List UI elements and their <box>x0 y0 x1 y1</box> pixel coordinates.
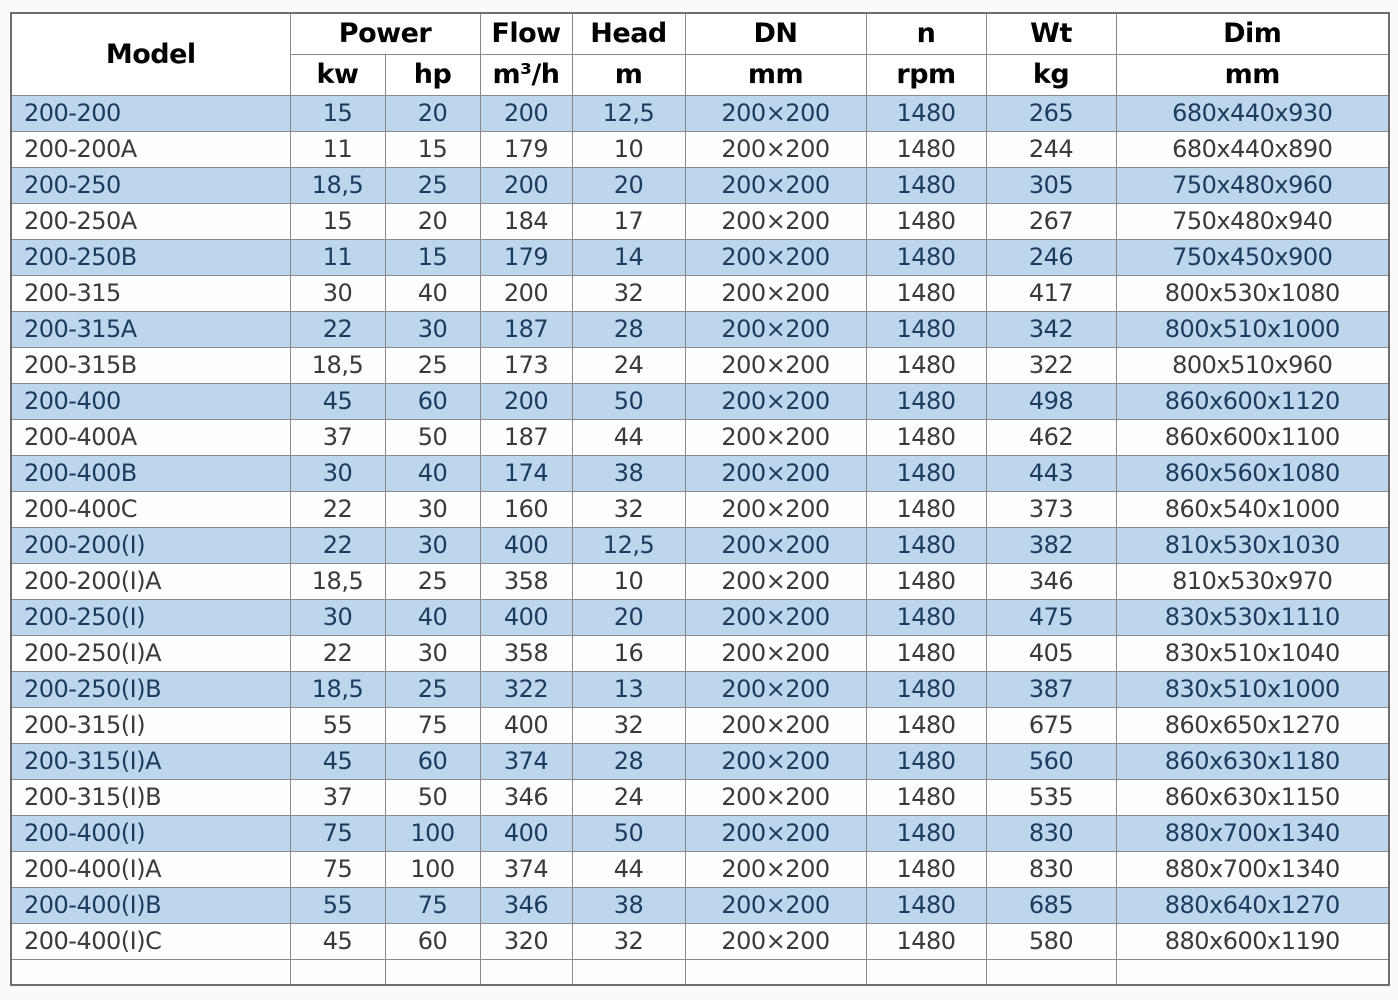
cell-power-hp: 75 <box>385 887 480 923</box>
cell-head: 38 <box>572 887 685 923</box>
cell-power-hp: 60 <box>385 923 480 959</box>
cell-wt: 830 <box>986 851 1116 887</box>
table-row <box>11 275 1389 311</box>
cell-head: 44 <box>572 851 685 887</box>
cell-flow: 200 <box>480 383 572 419</box>
cell-model: 200-315 <box>11 275 290 311</box>
cell-head: 17 <box>572 203 685 239</box>
cell-model: 200-315A <box>11 311 290 347</box>
unit-dim: mm <box>1116 54 1389 95</box>
cell-flow: 400 <box>480 815 572 851</box>
table-row <box>11 383 1389 419</box>
cell-flow: 174 <box>480 455 572 491</box>
cell-power-kw: 18,5 <box>290 563 385 599</box>
cell-flow: 322 <box>480 671 572 707</box>
cell-power-hp: 25 <box>385 563 480 599</box>
cell-wt: 462 <box>986 419 1116 455</box>
table-row <box>11 347 1389 383</box>
cell-wt: 382 <box>986 527 1116 563</box>
cell-flow: 358 <box>480 635 572 671</box>
cell-flow: 320 <box>480 923 572 959</box>
table-row <box>11 527 1389 563</box>
cell-power-kw: 55 <box>290 707 385 743</box>
cell-model: 200-250B <box>11 239 290 275</box>
cell-dim: 860x540x1000 <box>1116 491 1389 527</box>
cell-flow: 200 <box>480 167 572 203</box>
cell-power-kw: 18,5 <box>290 167 385 203</box>
cell-dim: 880x700x1340 <box>1116 851 1389 887</box>
cell-model: 200-315(I) <box>11 707 290 743</box>
cell-model: 200-400(I)C <box>11 923 290 959</box>
table-row <box>11 491 1389 527</box>
pump-spec-table-container <box>10 12 1388 986</box>
cell-power-kw: 30 <box>290 599 385 635</box>
cell-head: 32 <box>572 923 685 959</box>
cell-flow: 346 <box>480 887 572 923</box>
cell-model: 200-400C <box>11 491 290 527</box>
unit-hp: hp <box>385 54 480 95</box>
cell-power-hp: 40 <box>385 599 480 635</box>
cell-n: 1480 <box>866 491 986 527</box>
cell-dn: 200×200 <box>685 131 866 167</box>
cell-n: 1480 <box>866 419 986 455</box>
cell-dim: 750x480x960 <box>1116 167 1389 203</box>
cell-wt: 246 <box>986 239 1116 275</box>
header-flow: Flow <box>480 13 572 54</box>
cell-power-kw: 22 <box>290 527 385 563</box>
cell-power-hp: 100 <box>385 815 480 851</box>
cell-n: 1480 <box>866 923 986 959</box>
cell-model: 200-315(I)B <box>11 779 290 815</box>
cell-model: 200-200(I)A <box>11 563 290 599</box>
cell-power-hp: 100 <box>385 851 480 887</box>
cell-dn: 200×200 <box>685 707 866 743</box>
cell-head: 24 <box>572 779 685 815</box>
cell-flow: 160 <box>480 491 572 527</box>
cell-model: 200-400(I)B <box>11 887 290 923</box>
cell-dn: 200×200 <box>685 455 866 491</box>
cell-dim: 830x510x1000 <box>1116 671 1389 707</box>
cell-model: 200-200A <box>11 131 290 167</box>
cell-power-kw: 45 <box>290 383 385 419</box>
cell-power-hp: 30 <box>385 635 480 671</box>
cell-wt: 675 <box>986 707 1116 743</box>
header-model: Model <box>11 13 290 95</box>
cell-power-hp: 15 <box>385 131 480 167</box>
cell-power-hp: 60 <box>385 383 480 419</box>
cell-head: 28 <box>572 743 685 779</box>
cell-dn: 200×200 <box>685 635 866 671</box>
cell-flow: 187 <box>480 311 572 347</box>
unit-n: rpm <box>866 54 986 95</box>
table-row <box>11 671 1389 707</box>
cell-model: 200-200(I) <box>11 527 290 563</box>
table-row-partial <box>11 959 1389 985</box>
cell-flow: 346 <box>480 779 572 815</box>
cell-head: 44 <box>572 419 685 455</box>
cell-dim: 860x630x1180 <box>1116 743 1389 779</box>
cell-power-hp: 30 <box>385 311 480 347</box>
cell-n: 1480 <box>866 131 986 167</box>
cell-head: 12,5 <box>572 95 685 131</box>
cell-power-kw: 37 <box>290 419 385 455</box>
cell-head: 32 <box>572 707 685 743</box>
cell-dn: 200×200 <box>685 851 866 887</box>
cell-wt: 265 <box>986 95 1116 131</box>
cell-power-kw: 18,5 <box>290 347 385 383</box>
cell-dim: 860x650x1270 <box>1116 707 1389 743</box>
cell-model: 200-400B <box>11 455 290 491</box>
header-head: Head <box>572 13 685 54</box>
cell-n: 1480 <box>866 455 986 491</box>
pump-spec-table <box>10 12 1390 986</box>
cell-flow: 200 <box>480 275 572 311</box>
header-power: Power <box>290 13 480 54</box>
cell-wt: 346 <box>986 563 1116 599</box>
cell-dim: 860x560x1080 <box>1116 455 1389 491</box>
cell-n: 1480 <box>866 527 986 563</box>
cell-dim: 880x600x1190 <box>1116 923 1389 959</box>
cell-empty <box>866 959 986 985</box>
cell-dn: 200×200 <box>685 95 866 131</box>
cell-wt: 417 <box>986 275 1116 311</box>
cell-head: 38 <box>572 455 685 491</box>
cell-dim: 860x600x1100 <box>1116 419 1389 455</box>
table-row <box>11 815 1389 851</box>
cell-wt: 342 <box>986 311 1116 347</box>
cell-n: 1480 <box>866 563 986 599</box>
cell-dn: 200×200 <box>685 887 866 923</box>
cell-dim: 880x700x1340 <box>1116 815 1389 851</box>
cell-dn: 200×200 <box>685 383 866 419</box>
cell-wt: 405 <box>986 635 1116 671</box>
cell-n: 1480 <box>866 383 986 419</box>
cell-wt: 535 <box>986 779 1116 815</box>
unit-head: m <box>572 54 685 95</box>
cell-dim: 880x640x1270 <box>1116 887 1389 923</box>
cell-power-kw: 22 <box>290 491 385 527</box>
cell-dim: 830x530x1110 <box>1116 599 1389 635</box>
cell-model: 200-400 <box>11 383 290 419</box>
cell-wt: 373 <box>986 491 1116 527</box>
cell-head: 10 <box>572 563 685 599</box>
table-row <box>11 599 1389 635</box>
cell-flow: 400 <box>480 527 572 563</box>
cell-power-kw: 11 <box>290 131 385 167</box>
cell-model: 200-315(I)A <box>11 743 290 779</box>
cell-dim: 800x510x1000 <box>1116 311 1389 347</box>
cell-flow: 173 <box>480 347 572 383</box>
cell-head: 12,5 <box>572 527 685 563</box>
cell-empty <box>290 959 385 985</box>
cell-dim: 810x530x1030 <box>1116 527 1389 563</box>
cell-wt: 498 <box>986 383 1116 419</box>
cell-power-hp: 20 <box>385 95 480 131</box>
unit-flow: m³/h <box>480 54 572 95</box>
cell-wt: 475 <box>986 599 1116 635</box>
cell-flow: 184 <box>480 203 572 239</box>
table-row <box>11 635 1389 671</box>
cell-dn: 200×200 <box>685 419 866 455</box>
cell-dim: 860x630x1150 <box>1116 779 1389 815</box>
header-row-names <box>11 13 1389 54</box>
cell-power-kw: 75 <box>290 851 385 887</box>
cell-dim: 800x510x960 <box>1116 347 1389 383</box>
cell-power-hp: 15 <box>385 239 480 275</box>
cell-flow: 200 <box>480 95 572 131</box>
cell-head: 50 <box>572 383 685 419</box>
cell-dim: 860x600x1120 <box>1116 383 1389 419</box>
cell-power-kw: 30 <box>290 455 385 491</box>
cell-power-kw: 45 <box>290 923 385 959</box>
cell-head: 32 <box>572 275 685 311</box>
cell-power-kw: 22 <box>290 635 385 671</box>
table-row <box>11 311 1389 347</box>
cell-dn: 200×200 <box>685 815 866 851</box>
cell-dn: 200×200 <box>685 671 866 707</box>
table-row <box>11 563 1389 599</box>
table-row <box>11 239 1389 275</box>
cell-wt: 305 <box>986 167 1116 203</box>
cell-wt: 387 <box>986 671 1116 707</box>
cell-power-hp: 25 <box>385 167 480 203</box>
cell-power-hp: 40 <box>385 275 480 311</box>
cell-power-hp: 50 <box>385 419 480 455</box>
cell-power-kw: 55 <box>290 887 385 923</box>
cell-n: 1480 <box>866 167 986 203</box>
cell-head: 16 <box>572 635 685 671</box>
cell-model: 200-400A <box>11 419 290 455</box>
unit-wt: kg <box>986 54 1116 95</box>
cell-flow: 187 <box>480 419 572 455</box>
cell-dn: 200×200 <box>685 527 866 563</box>
cell-n: 1480 <box>866 779 986 815</box>
cell-model: 200-250(I) <box>11 599 290 635</box>
cell-empty <box>1116 959 1389 985</box>
cell-wt: 244 <box>986 131 1116 167</box>
cell-n: 1480 <box>866 707 986 743</box>
table-row <box>11 131 1389 167</box>
cell-dim: 750x450x900 <box>1116 239 1389 275</box>
cell-dim: 810x530x970 <box>1116 563 1389 599</box>
table-row <box>11 167 1389 203</box>
cell-power-hp: 30 <box>385 491 480 527</box>
cell-n: 1480 <box>866 347 986 383</box>
cell-dn: 200×200 <box>685 347 866 383</box>
cell-model: 200-200 <box>11 95 290 131</box>
cell-model: 200-250A <box>11 203 290 239</box>
cell-dn: 200×200 <box>685 923 866 959</box>
cell-empty <box>11 959 290 985</box>
table-row <box>11 887 1389 923</box>
cell-n: 1480 <box>866 203 986 239</box>
cell-empty <box>685 959 866 985</box>
cell-power-hp: 60 <box>385 743 480 779</box>
table-row <box>11 707 1389 743</box>
cell-wt: 580 <box>986 923 1116 959</box>
table-row <box>11 203 1389 239</box>
table-header <box>11 13 1389 95</box>
cell-empty <box>572 959 685 985</box>
header-n: n <box>866 13 986 54</box>
cell-power-kw: 30 <box>290 275 385 311</box>
cell-power-hp: 75 <box>385 707 480 743</box>
cell-flow: 358 <box>480 563 572 599</box>
cell-n: 1480 <box>866 671 986 707</box>
table-row <box>11 419 1389 455</box>
cell-n: 1480 <box>866 635 986 671</box>
cell-power-hp: 50 <box>385 779 480 815</box>
cell-power-hp: 20 <box>385 203 480 239</box>
cell-model: 200-250(I)B <box>11 671 290 707</box>
cell-n: 1480 <box>866 599 986 635</box>
cell-power-kw: 18,5 <box>290 671 385 707</box>
cell-dim: 800x530x1080 <box>1116 275 1389 311</box>
cell-n: 1480 <box>866 275 986 311</box>
cell-power-kw: 37 <box>290 779 385 815</box>
cell-wt: 560 <box>986 743 1116 779</box>
cell-n: 1480 <box>866 815 986 851</box>
header-dim: Dim <box>1116 13 1389 54</box>
cell-head: 32 <box>572 491 685 527</box>
cell-n: 1480 <box>866 743 986 779</box>
cell-dn: 200×200 <box>685 275 866 311</box>
cell-power-hp: 40 <box>385 455 480 491</box>
cell-power-hp: 30 <box>385 527 480 563</box>
cell-dim: 830x510x1040 <box>1116 635 1389 671</box>
cell-n: 1480 <box>866 887 986 923</box>
cell-head: 20 <box>572 599 685 635</box>
cell-n: 1480 <box>866 239 986 275</box>
cell-n: 1480 <box>866 95 986 131</box>
cell-n: 1480 <box>866 311 986 347</box>
cell-head: 14 <box>572 239 685 275</box>
cell-head: 50 <box>572 815 685 851</box>
cell-dn: 200×200 <box>685 599 866 635</box>
cell-head: 24 <box>572 347 685 383</box>
cell-flow: 374 <box>480 851 572 887</box>
cell-power-hp: 25 <box>385 347 480 383</box>
cell-head: 28 <box>572 311 685 347</box>
table-row <box>11 923 1389 959</box>
cell-empty <box>480 959 572 985</box>
cell-dn: 200×200 <box>685 311 866 347</box>
table-row <box>11 95 1389 131</box>
table-row <box>11 455 1389 491</box>
header-wt: Wt <box>986 13 1116 54</box>
cell-dn: 200×200 <box>685 743 866 779</box>
cell-wt: 443 <box>986 455 1116 491</box>
cell-model: 200-400(I)A <box>11 851 290 887</box>
cell-head: 13 <box>572 671 685 707</box>
cell-head: 20 <box>572 167 685 203</box>
cell-dn: 200×200 <box>685 491 866 527</box>
cell-dim: 750x480x940 <box>1116 203 1389 239</box>
cell-dim: 680x440x930 <box>1116 95 1389 131</box>
cell-flow: 179 <box>480 131 572 167</box>
cell-dn: 200×200 <box>685 239 866 275</box>
cell-dn: 200×200 <box>685 563 866 599</box>
cell-dn: 200×200 <box>685 203 866 239</box>
cell-power-kw: 11 <box>290 239 385 275</box>
cell-dim: 680x440x890 <box>1116 131 1389 167</box>
table-body <box>11 95 1389 985</box>
cell-model: 200-250(I)A <box>11 635 290 671</box>
cell-flow: 179 <box>480 239 572 275</box>
cell-wt: 685 <box>986 887 1116 923</box>
table-row <box>11 779 1389 815</box>
cell-empty <box>986 959 1116 985</box>
cell-flow: 400 <box>480 599 572 635</box>
cell-wt: 322 <box>986 347 1116 383</box>
cell-wt: 830 <box>986 815 1116 851</box>
cell-flow: 400 <box>480 707 572 743</box>
cell-model: 200-315B <box>11 347 290 383</box>
unit-kw: kw <box>290 54 385 95</box>
cell-power-hp: 25 <box>385 671 480 707</box>
cell-power-kw: 75 <box>290 815 385 851</box>
cell-flow: 374 <box>480 743 572 779</box>
cell-empty <box>385 959 480 985</box>
cell-model: 200-250 <box>11 167 290 203</box>
cell-dn: 200×200 <box>685 167 866 203</box>
cell-power-kw: 45 <box>290 743 385 779</box>
cell-model: 200-400(I) <box>11 815 290 851</box>
cell-power-kw: 22 <box>290 311 385 347</box>
cell-head: 10 <box>572 131 685 167</box>
cell-power-kw: 15 <box>290 95 385 131</box>
table-row <box>11 743 1389 779</box>
cell-wt: 267 <box>986 203 1116 239</box>
cell-n: 1480 <box>866 851 986 887</box>
cell-power-kw: 15 <box>290 203 385 239</box>
cell-dn: 200×200 <box>685 779 866 815</box>
unit-dn: mm <box>685 54 866 95</box>
header-dn: DN <box>685 13 866 54</box>
table-row <box>11 851 1389 887</box>
